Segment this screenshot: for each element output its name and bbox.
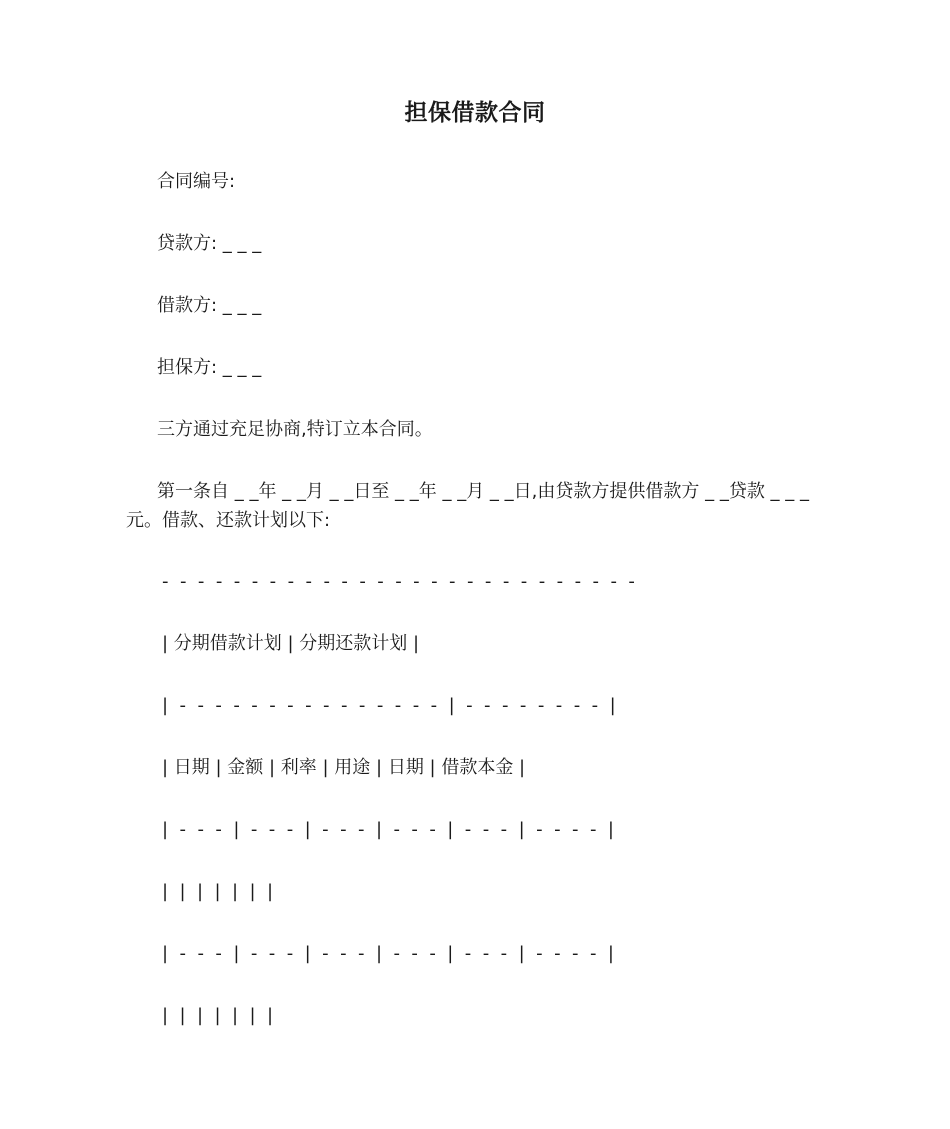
table-header-columns-row: | 日期 | 金额 | 利率 | 用途 | 日期 | 借款本金 |: [162, 757, 526, 778]
table-row: | | | | | | |: [162, 881, 274, 902]
table-row: | | | | | | |: [162, 1005, 274, 1026]
borrower-line: 借款方: _ _ _: [157, 295, 262, 316]
guarantor-line: 担保方: _ _ _: [157, 357, 262, 378]
intro-line: 三方通过充足协商,特订立本合同。: [157, 419, 433, 440]
contract-number-label: 合同编号:: [157, 171, 236, 192]
table-row-rule: | - - - | - - - | - - - | - - - | - - - | - - - - |: [162, 943, 614, 964]
table-row-rule: | - - - | - - - | - - - | - - - | - - - | - - - - |: [162, 819, 614, 840]
table-header-rule: | - - - - - - - - - - - - - - - | - - - - - - - - |: [162, 695, 616, 716]
table-header-plan-row: | 分期借款计划 | 分期还款计划 |: [162, 633, 420, 654]
article-1-paragraph: 第一条自 _ _年 _ _月 _ _日至 _ _年 _ _月 _ _日,由贷款方提供借款方 _ _贷款 _ _ _元。借款、还款计划以下:: [126, 481, 809, 531]
lender-line: 贷款方: _ _ _: [157, 233, 262, 254]
table-top-rule: - - - - - - - - - - - - - - - - - - - - - - - - - - -: [162, 571, 635, 592]
document-title: 担保借款合同: [404, 100, 546, 126]
